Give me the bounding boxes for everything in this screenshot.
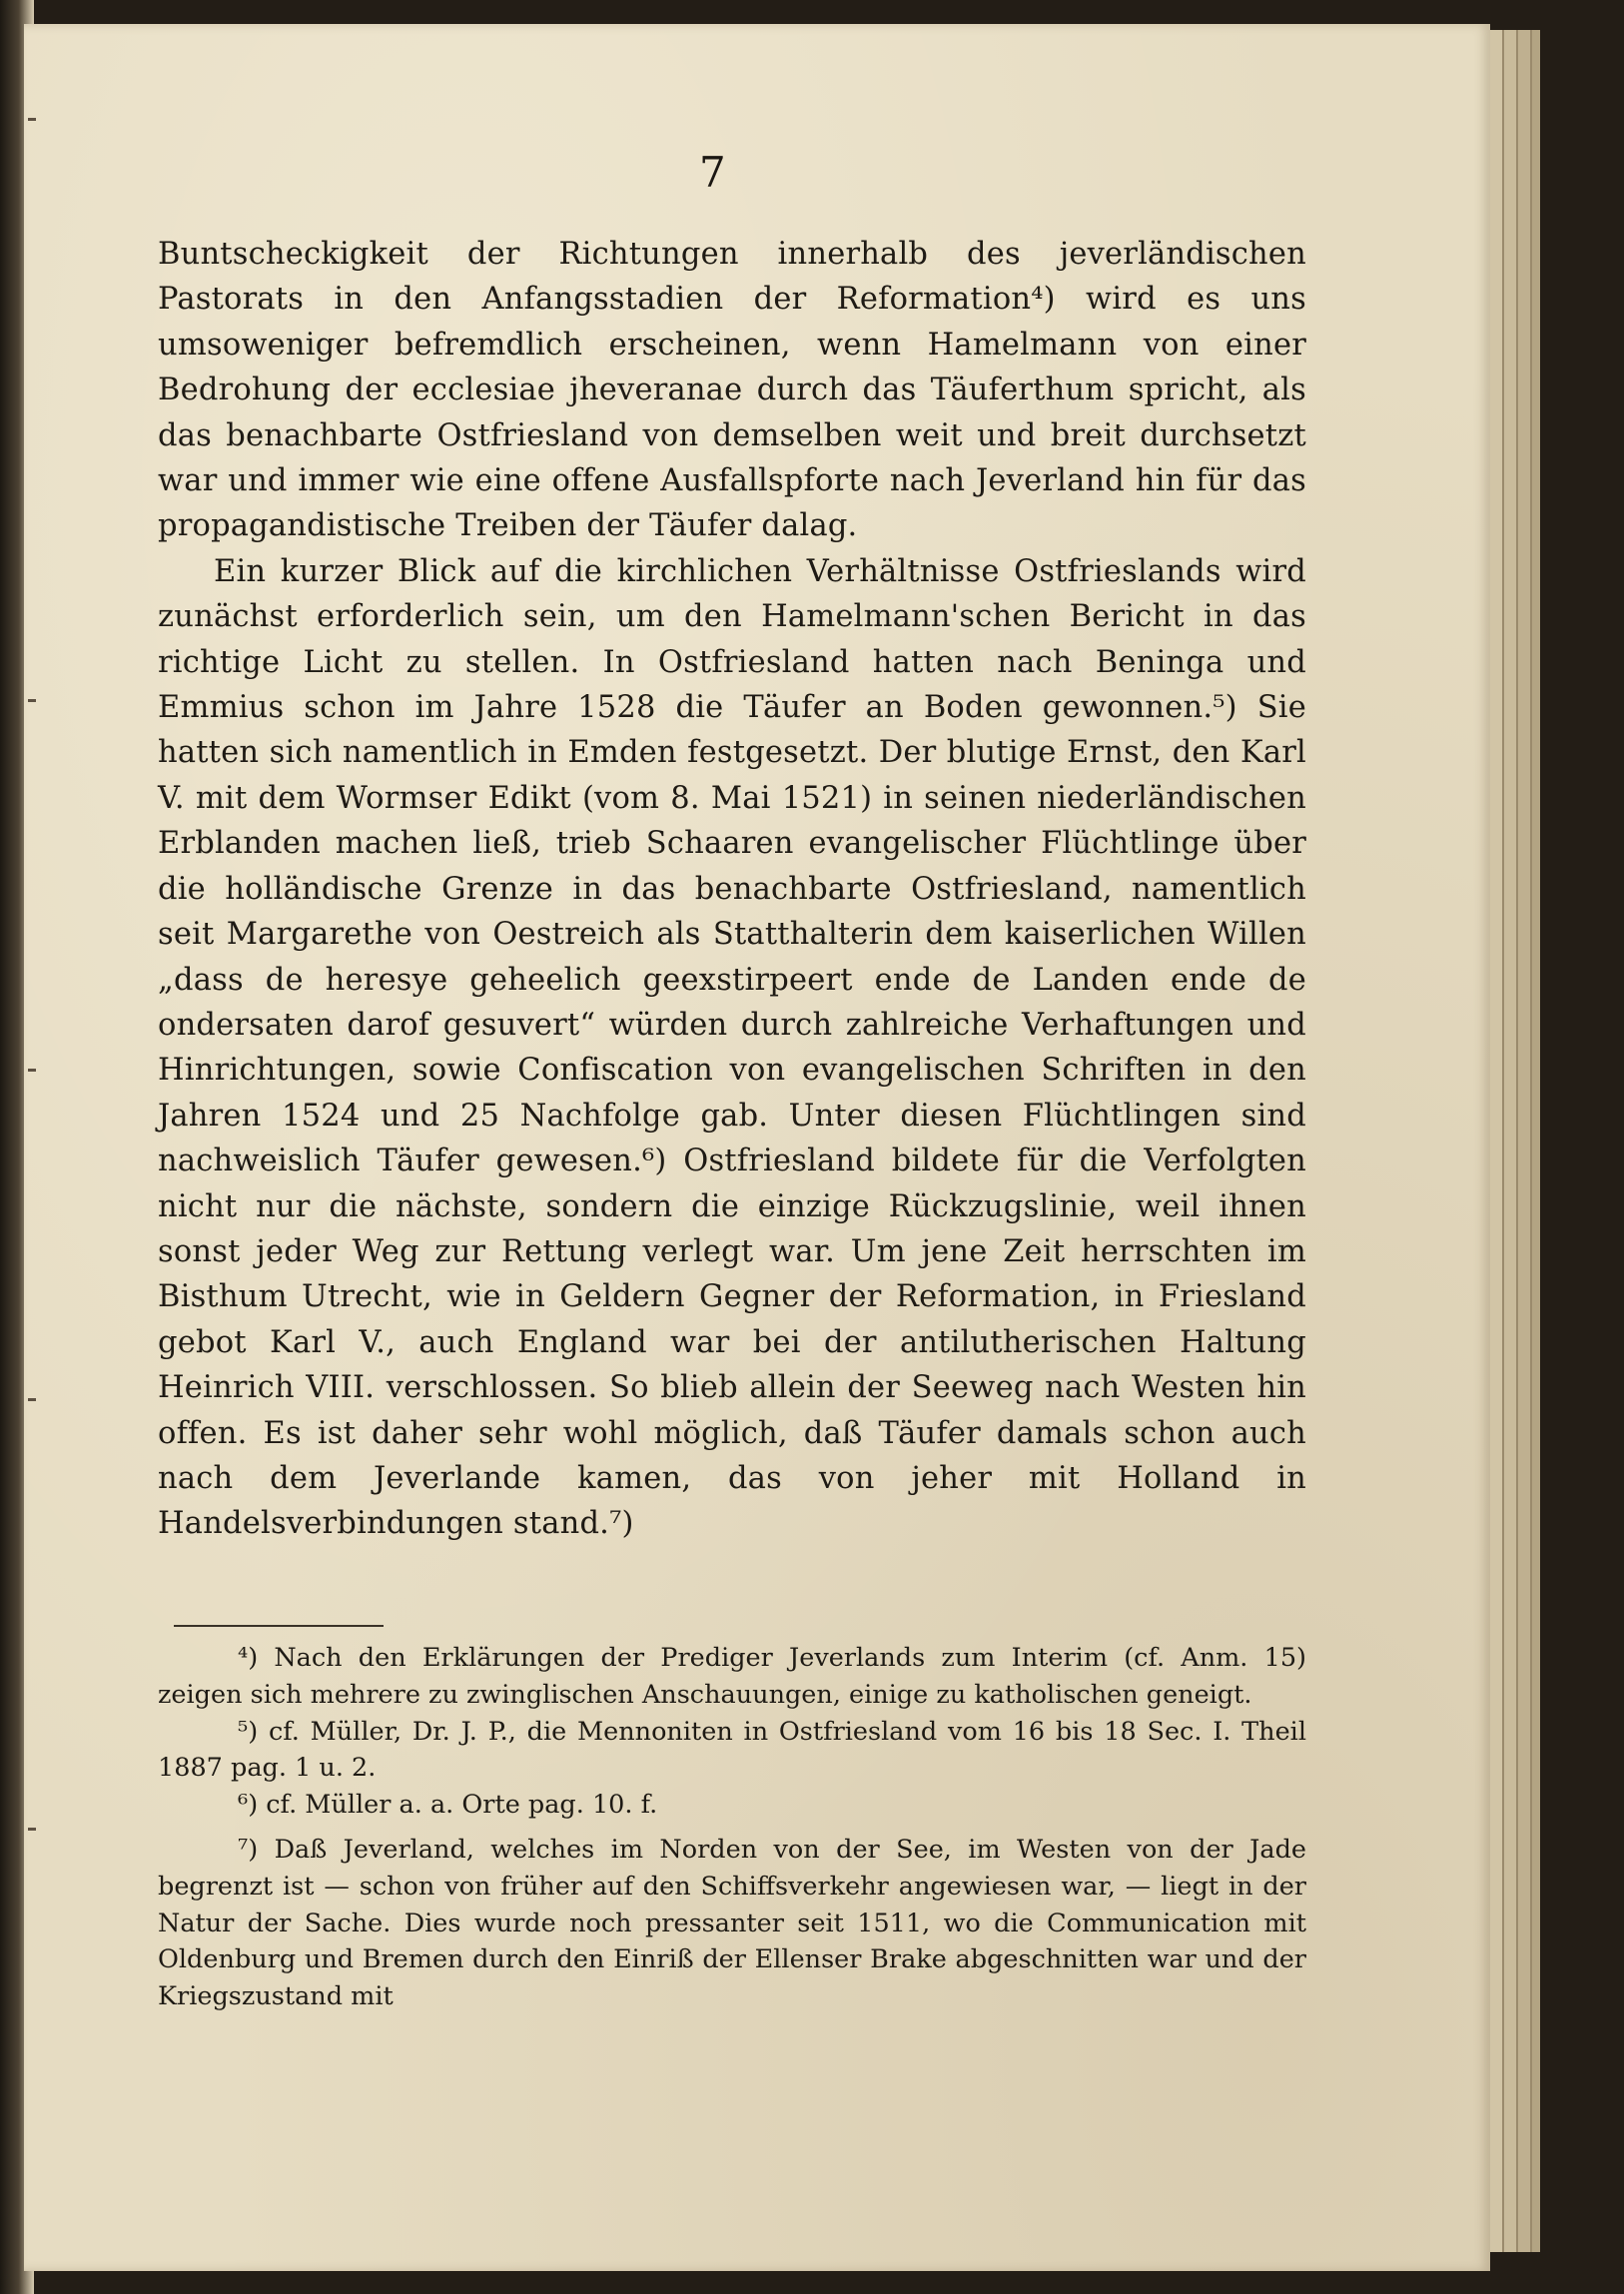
- body-text: [158, 232, 1306, 1547]
- page-fore-edge: [1502, 30, 1516, 2252]
- footnote: ⁴) Nach den Erklärungen der Prediger Jeverlands zum Interim (cf. Anm. 15) zeigen sich mehrere zu zwinglischen Anschauungen, einige zu katholischen geneigt.: [158, 1643, 1306, 1710]
- footnotes: [158, 1640, 1306, 2015]
- paragraph: Buntscheckigkeit der Richtungen innerhalb des jeverländischen Pastorats in den Anfangsstadien der Reformation⁴) wird es uns umsoweniger befremdlich erscheinen, wenn Hamelmann von einer Bedrohung der ecclesiae jheveranae durch das Täuferthum spricht, als das benachbarte Ostfriesland von demselben weit und breit durchsetzt war und immer wie eine offene Ausfallspforte nach Jeverland hin für das propagandistische Treiben der Täufer dalag.: [158, 237, 1306, 544]
- binding-mark: [28, 1828, 36, 1831]
- paragraph: Ein kurzer Blick auf die kirchlichen Verhältnisse Ostfrieslands wird zunächst erforderlich sein, um den Hamelmann'schen Bericht in das richtige Licht zu stellen. In Ostfriesland hatten nach Beninga und Emmius schon im Jahre 1528 die Täufer an Boden gewonnen.⁵) Sie hatten sich namentlich in Emden festgesetzt. Der blutige Ernst, den Karl V. mit dem Wormser Edikt (vom 8. Mai 1521) in seinen niederländischen Erblanden machen ließ, trieb Schaaren evangelischer Flüchtlinge über die holländische Grenze in das benachbarte Ostfriesland, namentlich seit Margarethe von Oestreich als Statthalterin dem kaiserlichen Willen „dass de heresye geheelich geexstirpeert ende de Landen ende de ondersaten darof gesuvert“ würden durch zahlreiche Verhaftungen und Hinrichtungen, sowie Confiscation von evangelischen Schriften in den Jahren 1524 und 25 Nachfolge gab. Unter diesen Flüchtlingen sind nachweislich Täufer gewesen.⁶) Ostfriesland bildete für die Verfolgten nicht nur die nächste, sondern die einzige Rückzugslinie, weil ihnen sonst jeder Weg zur Rettung verlegt war. Um jene Zeit herrschten im Bisthum Utrecht, wie in Geldern Gegner der Reformation, in Friesland gebot Karl V., auch England war bei der antilutherischen Haltung Heinrich VIII. verschlossen. So blieb allein der Seeweg nach Westen hin offen. Es ist daher sehr wohl möglich, daß Täufer damals schon auch nach dem Jeverlande kamen, das von jeher mit Holland in Handelsverbindungen stand.⁷): [158, 553, 1306, 1542]
- page-fore-edge: [1530, 30, 1540, 2252]
- page-number: 7: [699, 148, 726, 197]
- page-fore-edge: [1516, 30, 1530, 2252]
- binding-mark: [28, 1398, 36, 1401]
- binding-mark: [28, 1069, 36, 1072]
- footnote: ⁶) cf. Müller a. a. Orte pag. 10. f.: [238, 1790, 658, 1821]
- footnote-separator: [174, 1625, 384, 1627]
- page-fore-edge: [1488, 30, 1502, 2252]
- footnote: ⁵) cf. Müller, Dr. J. P., die Mennoniten in Ostfriesland vom 16 bis 18 Sec. I. Theil 1887 pag. 1 u. 2.: [158, 1716, 1306, 1784]
- footnote: ⁷) Daß Jeverland, welches im Norden von der See, im Westen von der Jade begrenzt ist — schon von früher auf den Schiffsverkehr angewiesen war, — liegt in der Natur der Sache. Dies wurde noch pressanter seit 1511, wo die Communication mit Oldenburg und Bremen durch den Einriß der Ellenser Brake abgeschnitten war und der Kriegszustand mit: [158, 1834, 1306, 2012]
- binding-mark: [28, 118, 36, 121]
- binding-mark: [28, 699, 36, 702]
